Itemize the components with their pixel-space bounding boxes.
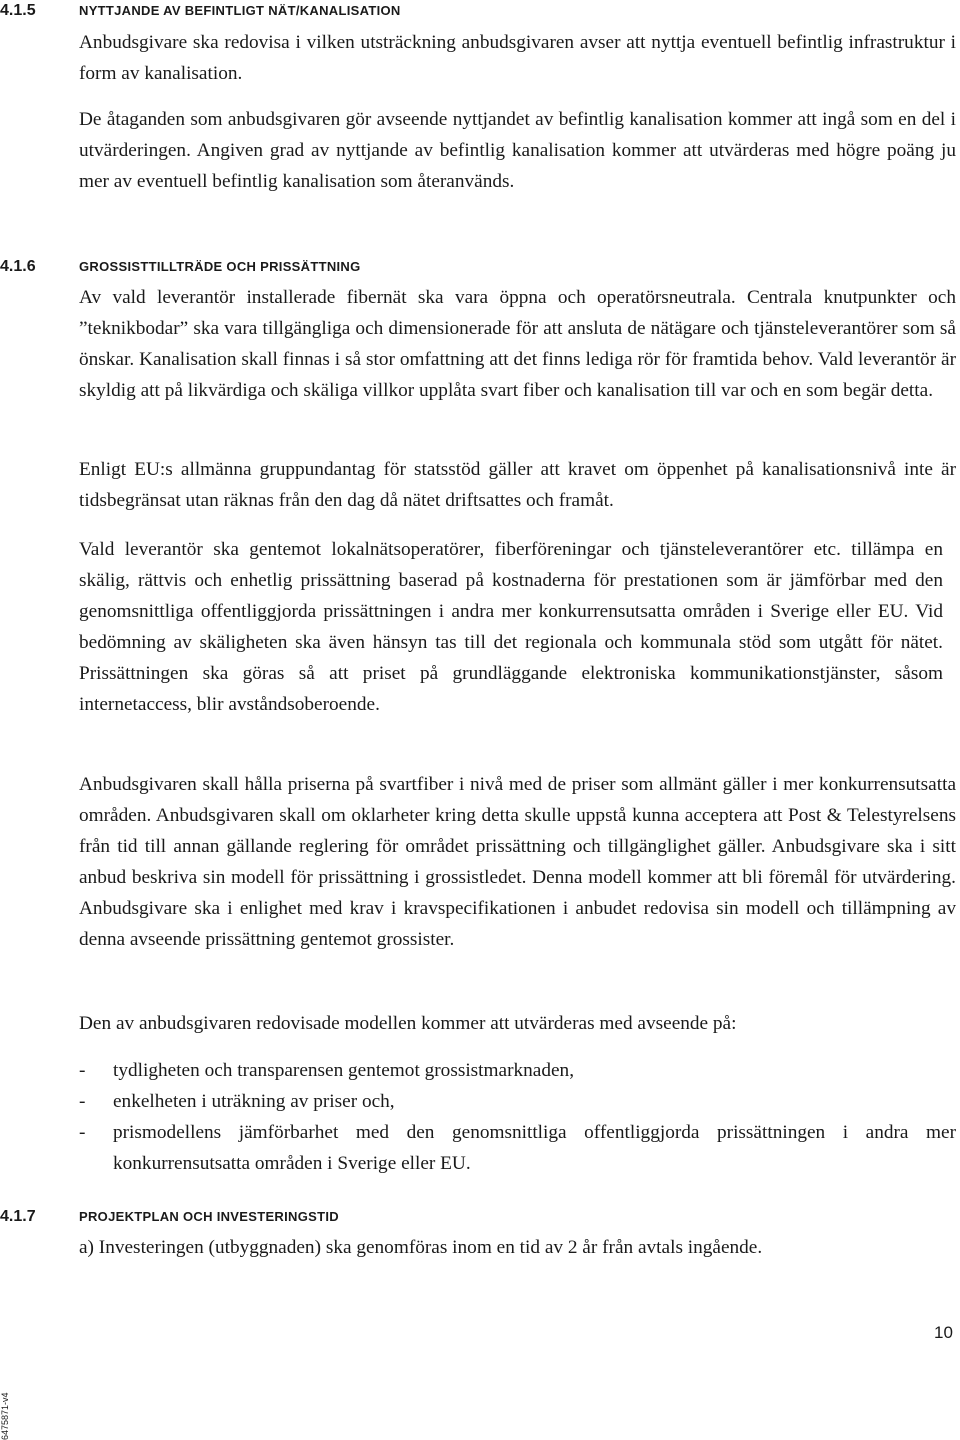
section-title: GROSSISTTILLTRÄDE OCH PRISSÄTTNING: [79, 259, 361, 274]
dash-bullet: -: [79, 1060, 86, 1081]
section-number: 4.1.7: [0, 1208, 36, 1225]
section-heading-4-1-6: [0, 257, 361, 277]
section-title: NYTTJANDE AV BEFINTLIGT NÄT/KANALISATION: [79, 3, 401, 18]
section-title: PROJEKTPLAN OCH INVESTERINGSTID: [79, 1209, 339, 1224]
section-heading-4-1-5: [0, 1, 401, 21]
section-heading-4-1-7: [0, 1207, 339, 1227]
document-id: 6475871-v4: [0, 1392, 10, 1440]
paragraph: Vald leverantör ska gentemot lokalnätsoperatörer, fiberföreningar och tjänsteleverantörer etc. tillämpa en skälig, rättvis och enhetlig prissättning baserad på kostnaderna för prestationen som är jämförbar med den genomsnittliga offentliggjorda prissättningen i andra mer konkurrensutsatta områden i Sverige eller EU. Vid bedömning av skäligheten ska även hänsyn tas till det regionala och kommunala stöd som utgått för nätet. Prissättningen ska göras så att priset på grundläggande elektroniska kommunikationstjänster, såsom internetaccess, blir avståndsoberoende.: [79, 539, 943, 715]
paragraph: Anbudsgivaren skall hålla priserna på svartfiber i nivå med de priser som allmänt gäller i mer konkurrensutsatta områden. Anbudsgivaren skall om oklarheter kring detta skulle uppstå kunna acceptera att Post & Telestyrelsens från tid till annan gällande reglering för området prissättning och tillgänglighet gäller. Anbudsgivare ska i sitt anbud beskriva sin modell för prissättning i grossistledet. Denna modell kommer att bli föremål för utvärdering. Anbudsgivare ska i enlighet med krav i kravspecifikationen i anbudet redovisa sin modell och tillämpning av denna avseende prissättning gentemot grossister.: [79, 774, 956, 950]
paragraph: Av vald leverantör installerade fibernät ska vara öppna och operatörsneutrala. Centrala knutpunkter och ”teknikbodar” ska vara tillgängliga och dimensionerade för att ansluta de nätägare och tjänsteleverantörer som så önskar. Kanalisation skall finnas i så stor omfattning att det finns lediga rör för framtida behov. Vald leverantör är skyldig att på likvärdiga och skäliga villkor upplåta svart fiber och kanalisation till var och en som begär detta.: [79, 287, 956, 401]
paragraph: Enligt EU:s allmänna gruppundantag för statsstöd gäller att kravet om öppenhet på kanalisationsnivå inte är tidsbegränsat utan räknas från den dag då nätet driftsattes och framåt.: [79, 459, 956, 511]
paragraph: a) Investeringen (utbyggnaden) ska genomföras inom en tid av 2 år från avtals ingående.: [79, 1237, 763, 1258]
list-item: - tydligheten och transparensen gentemot grossistmarknaden,: [45, 1055, 956, 1086]
dash-bullet: -: [79, 1091, 86, 1112]
section-number: 4.1.6: [0, 258, 36, 275]
page-number: 10: [934, 1323, 953, 1342]
list-item: - enkelheten i uträkning av priser och,: [45, 1086, 956, 1117]
dash-bullet: -: [79, 1122, 86, 1143]
paragraph: Anbudsgivare ska redovisa i vilken utsträckning anbudsgivaren avser att nyttja eventuell befintlig infrastruktur i form av kanalisation.: [79, 32, 956, 84]
section-number: 4.1.5: [0, 2, 36, 19]
paragraph: Den av anbudsgivaren redovisade modellen kommer att utvärderas med avseende på:: [79, 1013, 737, 1034]
paragraph: De åtaganden som anbudsgivaren gör avseende nyttjandet av befintlig kanalisation kommer att ingå som en del i utvärderingen. Angiven grad av nyttjande av befintlig kanalisation kommer att utvärderas med högre poäng ju mer av eventuell befintlig kanalisation som återanvänds.: [79, 109, 956, 192]
list-item: - prismodellens jämförbarhet med den genomsnittliga offentliggjorda prissättningen i andra mer konkurrensutsatta områden i Sverige eller EU.: [45, 1117, 956, 1179]
evaluation-criteria-list: [0, 1055, 956, 1179]
